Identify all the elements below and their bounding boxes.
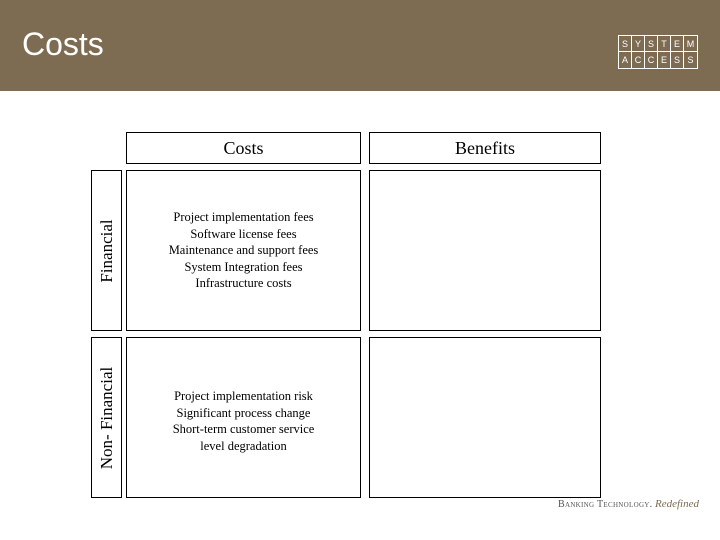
nonfinancial-row-label-text: Non- Financial: [96, 366, 116, 469]
cost-item: Significant process change: [176, 405, 311, 420]
logo-letter: S: [619, 36, 632, 52]
financial-benefits-cell: [369, 170, 601, 331]
benefits-column-header-label: Benefits: [455, 137, 515, 158]
logo-letter: S: [687, 55, 694, 65]
logo-letter: T: [658, 36, 671, 52]
cost-item: Project implementation fees: [173, 210, 314, 225]
nonfinancial-row-label: [91, 337, 122, 498]
financial-row-label: [91, 170, 122, 331]
cost-item: level degradation: [200, 438, 287, 453]
costs-column-header-label: Costs: [223, 137, 264, 158]
system-access-logo: [618, 35, 698, 69]
logo-letter: A: [619, 52, 632, 68]
logo-letter: Y: [632, 36, 645, 52]
footer-tagline: [558, 498, 699, 510]
logo-letter: S: [671, 52, 684, 68]
financial-row-label-text: Financial: [96, 218, 116, 283]
logo-letter: C: [632, 52, 645, 68]
financial-costs-cell: [126, 170, 361, 331]
nonfinancial-benefits-cell: [369, 337, 601, 498]
footer-script: Redefined: [654, 498, 699, 510]
title-bar: [0, 0, 720, 91]
logo-letter: E: [671, 36, 684, 52]
benefits-column-header: [369, 132, 601, 164]
logo-letter: E: [658, 52, 671, 68]
cost-item: Software license fees: [190, 226, 297, 241]
logo-letter: C: [645, 52, 658, 68]
costs-column-header: [126, 132, 361, 164]
logo-letter: S: [645, 36, 658, 52]
nonfinancial-costs-cell: [126, 337, 361, 498]
cost-item: Short-term customer service: [172, 422, 315, 436]
cost-item: Project implementation risk: [174, 389, 313, 403]
cost-item: Infrastructure costs: [195, 276, 292, 291]
slide-title: Costs: [22, 26, 104, 62]
cost-item: System Integration fees: [184, 259, 303, 274]
logo-letter: M: [684, 36, 697, 52]
cost-item: Maintenance and support fees: [168, 243, 319, 258]
footer-text: Banking Technology.: [558, 499, 653, 510]
